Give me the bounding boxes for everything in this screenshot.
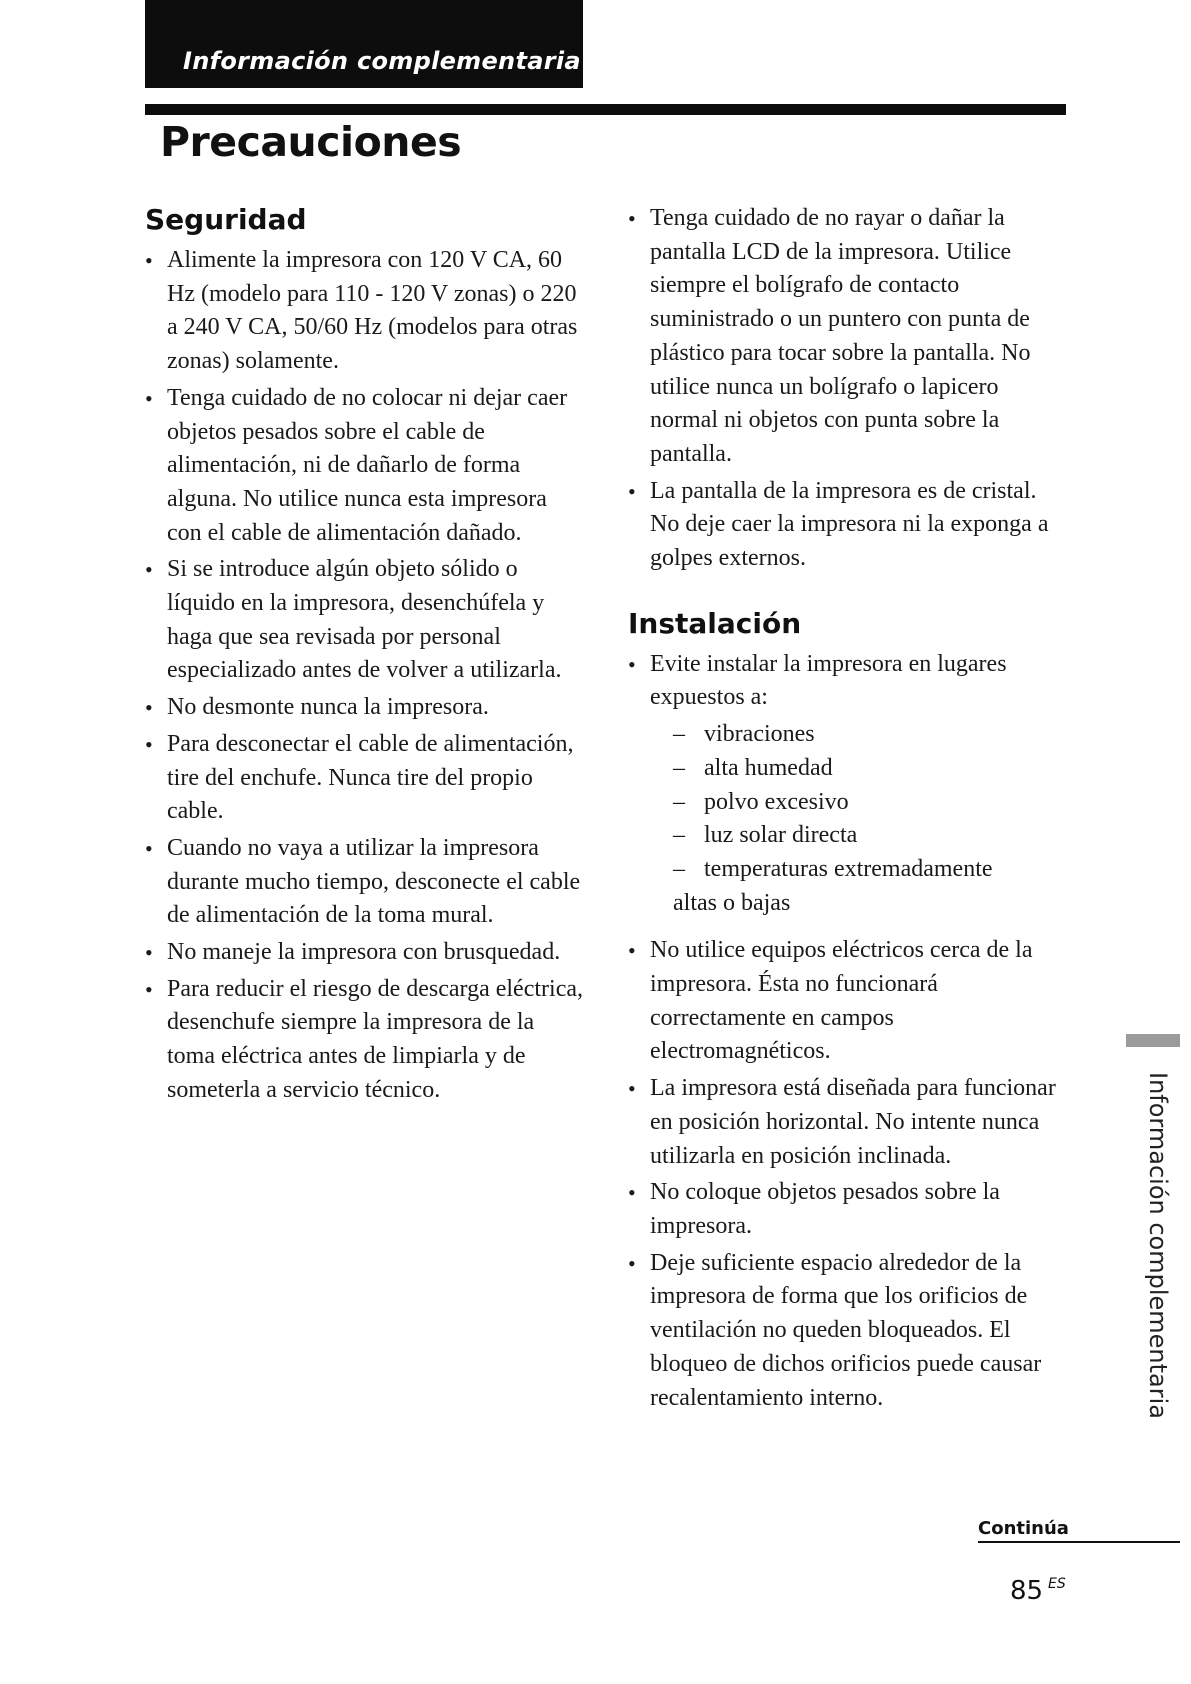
list-item: • No utilice equipos eléctricos cerca de la impresora. Ésta no funcionará correctamente en campos electromagnéticos. bbox=[628, 934, 1068, 1069]
section-header-tab bbox=[145, 0, 583, 88]
list-item: • No coloque objetos pesados sobre la impresora. bbox=[628, 1176, 1068, 1243]
condition-item: – polvo excesivo bbox=[673, 786, 1068, 820]
list-item bbox=[628, 648, 1068, 715]
install-intro: • Evite instalar la impresora en lugares expuestos a: bbox=[650, 650, 1007, 711]
section-heading-seguridad: Seguridad bbox=[145, 203, 307, 236]
section-heading-instalacion: Instalación bbox=[628, 606, 802, 640]
list-item: • No desmonte nunca la impresora. bbox=[145, 691, 585, 725]
left-column bbox=[145, 202, 585, 1111]
list-item: • Para reducir el riesgo de descarga eléctrica, desenchufe siempre la impresora de la toma eléctrica antes de limpiarla y de someterla a servicio técnico. bbox=[145, 973, 585, 1108]
list-item: • Cuando no vaya a utilizar la impresora durante mucho tiempo, desconecte el cable de alimentación de la toma mural. bbox=[145, 832, 585, 933]
page-number: 85 bbox=[1010, 1576, 1044, 1606]
seguridad-list bbox=[145, 244, 585, 1108]
list-item: • La pantalla de la impresora es de cristal. No deje caer la impresora ni la exponga a golpes externos. bbox=[628, 475, 1068, 576]
condition-item: – alta humedad bbox=[673, 752, 1068, 786]
continued-label: Continúa bbox=[978, 1518, 1069, 1539]
screen-care-list bbox=[628, 202, 1068, 576]
page-language: ES bbox=[1048, 1576, 1066, 1592]
condition-item: – luz solar directa bbox=[673, 819, 1068, 853]
continued-rule bbox=[978, 1541, 1180, 1543]
right-column bbox=[628, 202, 1068, 1418]
side-tab-marker bbox=[1126, 1034, 1180, 1047]
list-item: • Para desconectar el cable de alimentación, tire del enchufe. Nunca tire del propio cable. bbox=[145, 728, 585, 829]
side-tab-label: Información complementaria bbox=[1144, 1072, 1172, 1419]
list-item: • Tenga cuidado de no rayar o dañar la pantalla LCD de la impresora. Utilice siempre el bolígrafo de contacto suministrado o un puntero con punta de plástico para tocar sobre la pantalla. No utilice nunca un bolígrafo o lapicero normal ni objetos con punta sobre la pantalla. bbox=[628, 202, 1068, 472]
section-header-label: Información complementaria bbox=[183, 47, 581, 75]
conditions-list bbox=[628, 718, 1068, 887]
condition-item-continuation: altas o bajas bbox=[673, 889, 791, 916]
title-rule bbox=[145, 104, 1066, 115]
list-item: • Alimente la impresora con 120 V CA, 60 Hz (modelo para 110 - 120 V zonas) o 220 a 240 V CA, 50/60 Hz (modelos para otras zonas) solamente. bbox=[145, 244, 585, 379]
instalacion-list-continued bbox=[628, 934, 1068, 1415]
list-item: • Si se introduce algún objeto sólido o líquido en la impresora, desenchúfela y haga que sea revisada por personal especializado antes de volver a utilizarla. bbox=[145, 553, 585, 688]
page-title: Precauciones bbox=[160, 118, 462, 166]
condition-item: – temperaturas extremadamente bbox=[673, 853, 1068, 887]
instalacion-list bbox=[628, 648, 1068, 715]
list-item: • La impresora está diseñada para funcionar en posición horizontal. No intente nunca utilizarla en posición inclinada. bbox=[628, 1072, 1068, 1173]
list-item: • Deje suficiente espacio alrededor de la impresora de forma que los orificios de ventilación no queden bloqueados. El bloqueo de dichos orificios puede causar recalentamiento interno. bbox=[628, 1247, 1068, 1416]
list-item: • No maneje la impresora con brusquedad. bbox=[145, 936, 585, 970]
list-item: • Tenga cuidado de no colocar ni dejar caer objetos pesados sobre el cable de alimentación, ni de dañarlo de forma alguna. No utilice nunca esta impresora con el cable de alimentación dañado. bbox=[145, 382, 585, 551]
condition-item: – vibraciones bbox=[673, 718, 1068, 752]
